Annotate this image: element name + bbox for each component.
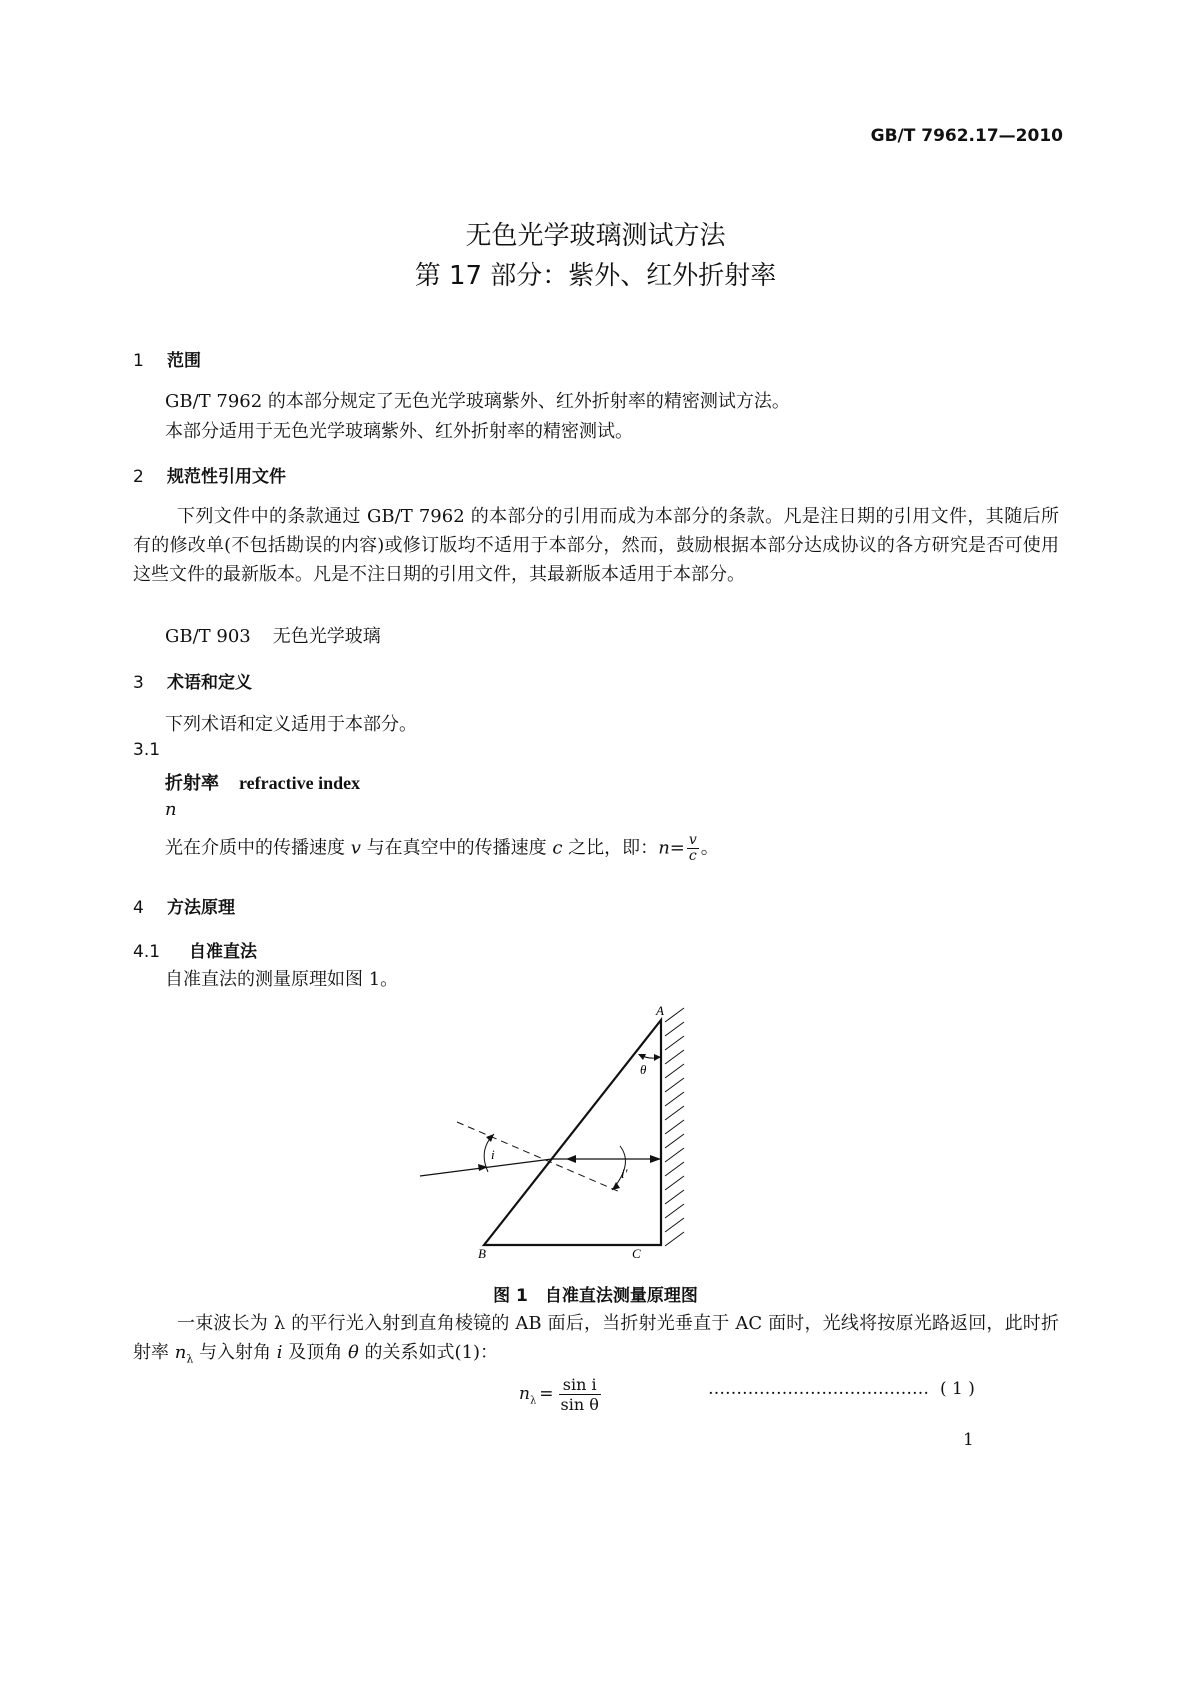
paragraph-text: 与入射角 [193,1342,277,1363]
section-4-paragraph-2 [133,1309,1059,1374]
page-number: 1 [963,1430,974,1450]
section-number: 4 [133,898,144,918]
section-4-paragraph-1: 自准直法的测量原理如图 1。 [165,969,399,990]
term-definition [165,833,719,864]
equation-lhs: n [519,1384,530,1404]
definition-end: 。 [700,837,719,859]
symbol-lambda-subscript: λ [186,1352,194,1366]
symbol-v: v [350,837,361,859]
equation-equals: = [539,1384,554,1404]
right-angle-prism [484,1020,661,1245]
subsection-number: 4.1 [133,942,161,962]
term-chinese: 折射率 [165,773,219,794]
section-title: 术语和定义 [167,673,252,693]
fraction-denominator: c [688,848,697,864]
fraction-numerator: v [688,832,697,848]
fraction-v-over-c [687,833,699,864]
section-1-paragraph-1: GB/T 7962 的本部分规定了无色光学玻璃紫外、红外折射率的精密测试方法。 [165,391,790,412]
term-entry [165,769,360,795]
symbol-n: n [658,837,670,859]
definition-text: 与在真空中的传播速度 [360,837,553,859]
vertex-label-c: C [632,1246,641,1261]
section-number: 3 [133,673,144,693]
equation-denominator: sin θ [560,1395,599,1414]
reference-code: GB/T 903 [165,626,251,647]
section-4-heading [133,893,235,918]
refracted-arrow-right [650,1155,661,1163]
standard-number: GB/T 7962.17—2010 [870,126,1063,146]
normative-reference [165,622,381,648]
section-2-paragraph: 下列文件中的条款通过 GB/T 7962 的本部分的引用而成为本部分的条款。凡是注日期的引用文件，其随后所有的修改单(不包括勘误的内容)或修订版均不适用于本部分，然而，鼓励根据本部分达成协议的各方研究是否可使用这些文件的最新版本。凡是不注日期的引用文件，其最新版本适用于本部分。 [133,506,1059,585]
paragraph-text: 及顶角 [282,1342,348,1363]
vertex-label-b: B [478,1246,486,1261]
term-symbol: n [165,799,177,820]
figure-1-diagram [400,1000,710,1270]
section-3-heading [133,668,252,693]
angle-i-prime-arrow [612,1182,620,1190]
section-number: 2 [133,467,144,487]
equation-1 [519,1375,603,1414]
subsection-4-1-heading [133,937,257,962]
subsection-3-1-number: 3.1 [133,740,161,760]
section-3-paragraph: 下列术语和定义适用于本部分。 [165,714,417,735]
equals-sign: = [669,837,685,859]
angle-label-i: i [491,1147,495,1162]
normal-line-dashed [457,1122,620,1192]
equation-leader-dots: ………………………………… [708,1379,929,1399]
section-title: 范围 [167,351,201,371]
symbol-n: n [174,1342,187,1363]
angle-label-theta: θ [640,1062,647,1077]
equation-numerator: sin i [559,1375,601,1395]
section-title: 规范性引用文件 [167,467,286,487]
refracted-arrow-left [566,1155,576,1163]
symbol-theta: θ [347,1342,359,1363]
vertex-label-a: A [656,1003,664,1018]
title-line-1: 无色光学玻璃测试方法 [465,221,726,251]
equation-fraction [559,1375,601,1414]
term-english: refractive index [239,773,361,793]
section-2-heading [133,462,286,487]
section-number: 1 [133,351,144,371]
angle-i-arrow [486,1134,494,1142]
definition-text: 之比，即： [562,837,659,859]
equation-number: ( 1 ) [940,1379,975,1399]
paragraph-text: 的关系如式(1)： [358,1342,499,1363]
symbol-c: c [552,837,563,859]
section-title: 方法原理 [167,898,235,918]
reference-title: 无色光学玻璃 [272,626,381,647]
mirror-hatching [665,1008,684,1246]
section-1-heading [133,346,201,371]
angle-label-i-prime: i′ [621,1166,628,1181]
equation-lhs-subscript: λ [529,1395,537,1407]
subsection-title: 自准直法 [189,942,257,962]
definition-text: 光在介质中的传播速度 [165,837,351,859]
figure-1-caption: 图 1 自准直法测量原理图 [493,1286,698,1306]
section-1-paragraph-2: 本部分适用于无色光学玻璃紫外、红外折射率的精密测试。 [165,421,633,442]
title-line-2: 第 17 部分：紫外、红外折射率 [414,261,777,291]
paragraph-text: 一束波长为 λ 的平行光入射到直角棱镜的 AB 面后，当折射光垂直于 AC 面时，光线将按原光路返回，此时折射率 [133,1313,1059,1363]
symbol-i: i [276,1342,283,1363]
